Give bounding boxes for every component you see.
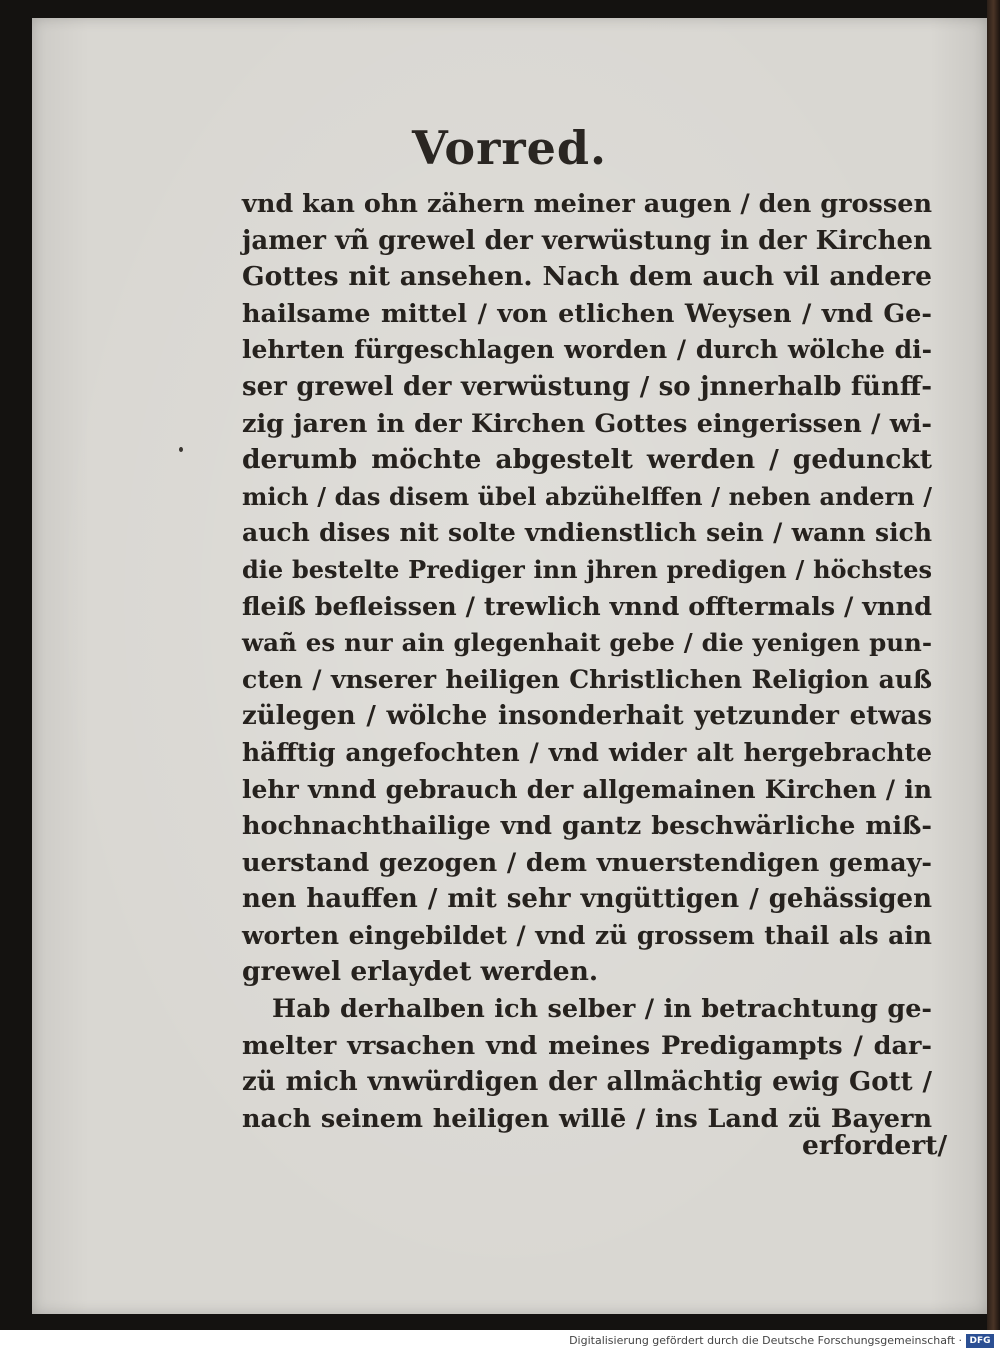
text-line: auch dises nit solte vndienstlich sein / wann sich <box>242 518 932 548</box>
text-line: melter vrsachen vnd meines Predigampts / dar- <box>242 1030 932 1061</box>
book-edge <box>987 0 1000 1330</box>
text-line: zülegen / wölche insonderhait yetzunder etwas <box>242 701 932 732</box>
text-line-paragraph-start: Hab derhalben ich selber / in betrachtung ge- <box>272 994 932 1025</box>
digitization-credit: Digitalisierung gefördert durch die Deutsche Forschungsgemeinschaft · <box>569 1334 962 1347</box>
text-line: zig jaren in der Kirchen Gottes eingerissen / wi- <box>242 408 932 439</box>
body-text <box>242 186 932 1137</box>
text-line: ser grewel der verwüstung / so jnnerhalb fünff- <box>242 371 932 402</box>
text-line: uerstand gezogen / dem vnuerstendigen gemay- <box>242 847 932 878</box>
text-line: häfftig angefochten / vnd wider alt hergebrachte <box>242 737 932 767</box>
text-line: fleiß befleissen / trewlich vnnd offtermals / vnnd <box>242 591 932 622</box>
text-line: cten / vnserer heiligen Christlichen Religion auß <box>242 664 932 694</box>
text-line: worten eingebildet / vnd zü grossem thail als ain <box>242 920 932 950</box>
dfg-logo-icon: DFG <box>966 1334 994 1348</box>
text-line: nen hauffen / mit sehr vngüttigen / gehässigen <box>242 884 932 915</box>
text-line: hailsame mittel / von etlichen Weysen / vnd Ge- <box>242 298 932 329</box>
text-line: lehr vnnd gebrauch der allgemainen Kirchen / in <box>242 774 932 804</box>
text-line: vnd kan ohn zähern meiner augen / den grossen <box>242 189 932 219</box>
book-page <box>32 18 987 1314</box>
text-line: hochnachthailige vnd gantz beschwärliche miß- <box>242 811 932 842</box>
page-title: Vorred. <box>411 121 608 175</box>
text-line: die bestelte Prediger inn jhren predigen / höchstes <box>242 554 932 584</box>
text-line: mich / das disem übel abzühelffen / neben andern / <box>242 481 932 511</box>
text-line: nach seinem heiligen willē / ins Land zü Bayern <box>242 1103 932 1134</box>
footer-bar <box>0 1330 1000 1354</box>
catchword: erfordert/ <box>802 1130 948 1161</box>
text-line: Gottes nit ansehen. Nach dem auch vil andere <box>242 261 932 293</box>
text-line: zü mich vnwürdigen der allmächtig ewig Gott / <box>242 1067 932 1098</box>
text-line: jamer vñ grewel der verwüstung in der Kirchen <box>242 225 932 256</box>
text-line: wañ es nur ain glegenhait gebe / die yenigen pun- <box>242 628 932 658</box>
text-line: lehrten fürgeschlagen worden / durch wölche di- <box>242 335 932 365</box>
text-line-paragraph-end: grewel erlaydet werden. <box>242 956 599 988</box>
ink-speck <box>179 447 183 452</box>
text-line: derumb möchte abgestelt werden / gedunckt <box>242 444 932 476</box>
